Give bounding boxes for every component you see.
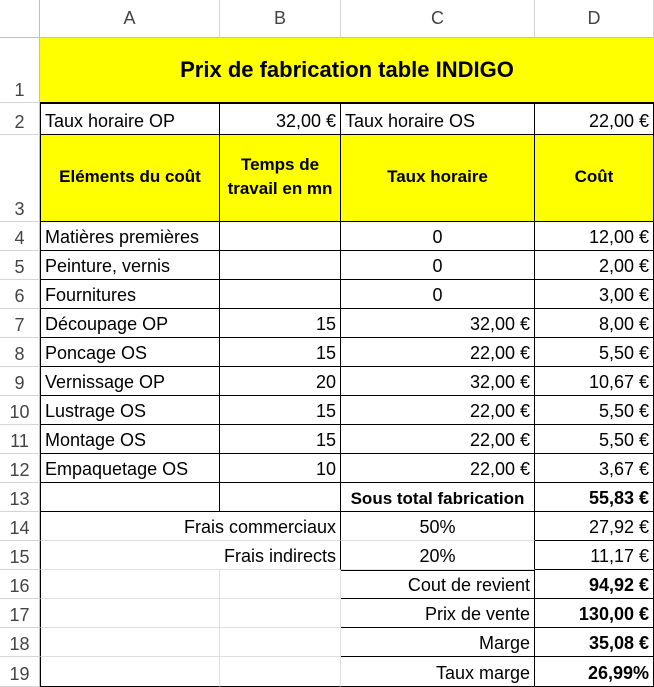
row-header[interactable]: 1 <box>0 38 40 103</box>
item-rate[interactable]: 0 <box>341 280 535 309</box>
cell-b18[interactable] <box>220 628 341 657</box>
cell-a16[interactable] <box>40 570 220 599</box>
header-temps[interactable]: Temps de travail en mn <box>220 135 341 222</box>
item-rate[interactable]: 22,00 € <box>341 396 535 425</box>
item-time[interactable]: 15 <box>220 396 341 425</box>
cell-b17[interactable] <box>220 599 341 628</box>
cout-revient-label[interactable]: Cout de revient <box>341 570 535 599</box>
subtotal-value[interactable]: 55,83 € <box>535 483 654 512</box>
row-header[interactable]: 2 <box>0 103 40 135</box>
header-elements[interactable]: Eléments du coût <box>40 135 220 222</box>
cell-a17[interactable] <box>40 599 220 628</box>
item-cost[interactable]: 5,50 € <box>535 338 654 367</box>
item-cost[interactable]: 5,50 € <box>535 425 654 454</box>
item-cost[interactable]: 2,00 € <box>535 251 654 280</box>
cell-b2[interactable]: 32,00 € <box>220 103 341 135</box>
prix-vente-label[interactable]: Prix de vente <box>341 599 535 628</box>
subtotal-label[interactable]: Sous total fabrication <box>341 483 535 512</box>
row-header[interactable]: 5 <box>0 251 40 280</box>
item-label[interactable]: Vernissage OP <box>40 367 220 396</box>
row-header[interactable]: 10 <box>0 396 40 425</box>
column-header-b[interactable]: B <box>220 0 341 38</box>
item-time[interactable] <box>220 251 341 280</box>
taux-marge-label[interactable]: Taux marge <box>341 657 535 687</box>
row-header[interactable]: 9 <box>0 367 40 396</box>
row-header[interactable]: 7 <box>0 309 40 338</box>
cell-b13[interactable] <box>220 483 341 512</box>
header-taux[interactable]: Taux horaire <box>341 135 535 222</box>
select-all-corner[interactable] <box>0 0 40 38</box>
item-cost[interactable]: 12,00 € <box>535 222 654 251</box>
item-rate[interactable]: 22,00 € <box>341 454 535 483</box>
row-header[interactable]: 13 <box>0 483 40 512</box>
frais-indirects-value[interactable]: 11,17 € <box>535 541 654 570</box>
item-time[interactable]: 10 <box>220 454 341 483</box>
item-rate[interactable]: 22,00 € <box>341 425 535 454</box>
item-time[interactable]: 15 <box>220 425 341 454</box>
row-header[interactable]: 8 <box>0 338 40 367</box>
cell-a2[interactable]: Taux horaire OP <box>40 103 220 135</box>
item-cost[interactable]: 8,00 € <box>535 309 654 338</box>
column-header-c[interactable]: C <box>341 0 535 38</box>
row-header[interactable]: 17 <box>0 599 40 628</box>
marge-value[interactable]: 35,08 € <box>535 628 654 657</box>
item-time[interactable] <box>220 222 341 251</box>
row-header[interactable]: 3 <box>0 135 40 222</box>
item-rate[interactable]: 32,00 € <box>341 367 535 396</box>
item-label[interactable]: Poncage OS <box>40 338 220 367</box>
row-header[interactable]: 16 <box>0 570 40 599</box>
item-time[interactable]: 15 <box>220 338 341 367</box>
taux-marge-value[interactable]: 26,99% <box>535 657 654 687</box>
header-cout[interactable]: Coût <box>535 135 654 222</box>
row-header[interactable]: 4 <box>0 222 40 251</box>
item-time[interactable] <box>220 280 341 309</box>
frais-commerciaux-value[interactable]: 27,92 € <box>535 512 654 541</box>
item-cost[interactable]: 3,00 € <box>535 280 654 309</box>
item-cost[interactable]: 10,67 € <box>535 367 654 396</box>
row-header[interactable]: 15 <box>0 541 40 570</box>
row-header[interactable]: 6 <box>0 280 40 309</box>
item-label[interactable]: Fournitures <box>40 280 220 309</box>
item-label[interactable]: Peinture, vernis <box>40 251 220 280</box>
frais-commerciaux-pct[interactable]: 50% <box>341 512 535 541</box>
item-time[interactable]: 15 <box>220 309 341 338</box>
row-header[interactable]: 11 <box>0 425 40 454</box>
cell-b16[interactable] <box>220 570 341 599</box>
frais-indirects-pct[interactable]: 20% <box>341 541 535 570</box>
item-label[interactable]: Découpage OP <box>40 309 220 338</box>
cell-d2[interactable]: 22,00 € <box>535 103 654 135</box>
prix-vente-value[interactable]: 130,00 € <box>535 599 654 628</box>
cell-b19[interactable] <box>220 657 341 687</box>
row-header[interactable]: 14 <box>0 512 40 541</box>
row-header[interactable]: 18 <box>0 628 40 657</box>
item-label[interactable]: Montage OS <box>40 425 220 454</box>
item-rate[interactable]: 32,00 € <box>341 309 535 338</box>
cell-a13[interactable] <box>40 483 220 512</box>
column-header-a[interactable]: A <box>40 0 220 38</box>
frais-indirects-label[interactable]: Frais indirects <box>40 541 341 570</box>
item-rate[interactable]: 22,00 € <box>341 338 535 367</box>
column-header-d[interactable]: D <box>535 0 654 38</box>
item-time[interactable]: 20 <box>220 367 341 396</box>
item-label[interactable]: Matières premières <box>40 222 220 251</box>
item-label[interactable]: Lustrage OS <box>40 396 220 425</box>
cout-revient-value[interactable]: 94,92 € <box>535 570 654 599</box>
row-header[interactable]: 12 <box>0 454 40 483</box>
item-cost[interactable]: 5,50 € <box>535 396 654 425</box>
marge-label[interactable]: Marge <box>341 628 535 657</box>
item-cost[interactable]: 3,67 € <box>535 454 654 483</box>
cell-a19[interactable] <box>40 657 220 687</box>
item-rate[interactable]: 0 <box>341 251 535 280</box>
row-header[interactable]: 19 <box>0 657 40 687</box>
cell-a18[interactable] <box>40 628 220 657</box>
sheet-title[interactable]: Prix de fabrication table INDIGO <box>40 38 654 103</box>
item-label[interactable]: Empaquetage OS <box>40 454 220 483</box>
frais-commerciaux-label[interactable]: Frais commerciaux <box>40 512 341 541</box>
cell-c2[interactable]: Taux horaire OS <box>341 103 535 135</box>
item-rate[interactable]: 0 <box>341 222 535 251</box>
